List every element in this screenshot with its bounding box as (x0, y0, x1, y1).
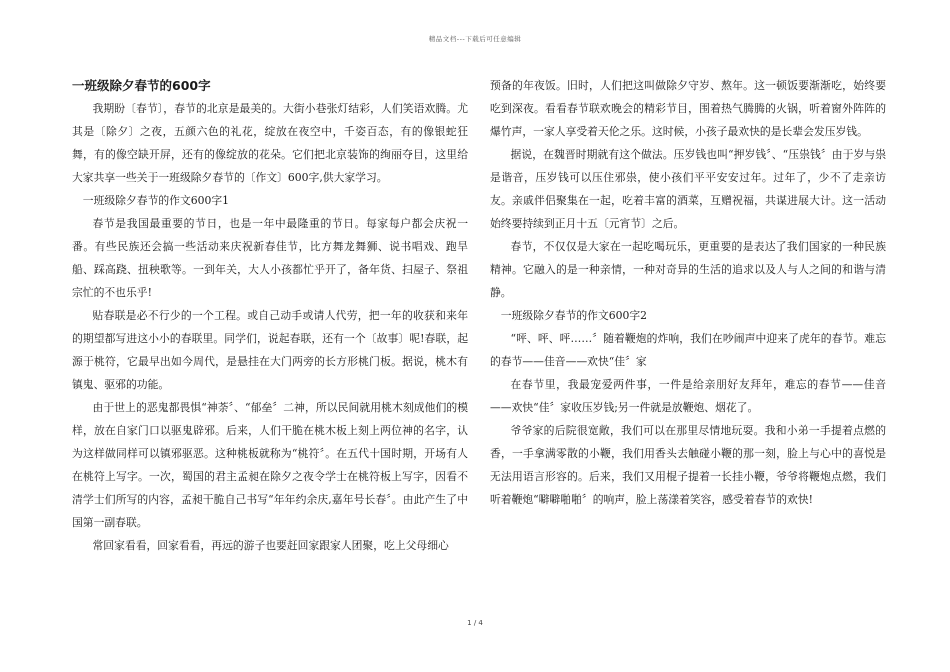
right-column (490, 74, 886, 511)
paragraph: 常回家看看，回家看看，再远的游子也要赶回家跟家人团聚，吃上父母细心 (92, 539, 449, 552)
paragraph: 在春节里，我最宠爱两件事，一件是给亲朋好友拜年，难忘的春节——佳音——欢快“佳〞家收压岁钱;另一件就是放鞭炮、烟花了。 (490, 378, 886, 414)
paragraph: 我期盼〔春节〕，春节的北京是最美的。大街小巷张灯结彩，人们笑语欢腾。尤其是〔除夕〕之夜，五颜六色的礼花，绽放在夜空中，千姿百态，有的像银蛇狂舞，有的像空缺开屏，还有的像绽放的花朵。它们把北京装饰的绚丽夺目，这里给大家共享一些关于一班级除夕春节的〔作文〕600字,供大家学习。 (72, 102, 468, 184)
paragraph: 贴春联是必不行少的一个工程。或自己动手或请人代劳，把一年的收获和来年的期望都写进这小小的春联里。同学们，说起春联，还有一个〔故事〕呢!春联，起源于桃符，它最早出如今周代，是悬挂在大门两旁的长方形桃门板。据说，桃木有镇鬼、驱邪的功能。 (72, 309, 468, 391)
paragraph-continued: 预备的年夜饭。旧时，人们把这叫做除夕守岁、熬年。这一顿饭要渐渐吃，始终要吃到深夜。看看春节联欢晚会的精彩节目，围着热气腾腾的火锅，听着窗外阵阵的爆竹声，一家人享受着天伦之乐。这时候，小孩子最欢快的是长辈会发压岁钱。 (490, 79, 886, 138)
paragraph: 由于世上的恶鬼都畏惧“神荼〞、“郁垒〞二神，所以民间就用桃木刻成他们的模样，放在自家门口以驱鬼辟邪。后来，人们干脆在桃木板上刻上两位神的名字，认为这样做同样可以镇邪驱恶。这种桃板就称为“桃符〞。在五代十国时期，开场有人在桃符上写字。一次，蜀国的君主孟昶在除夕之夜令学士在桃符板上写字，因看不清学士们所写的内容，孟昶干脆自己书写“年年约余庆,嘉年号长春〞。由此产生了中国第一副春联。 (72, 401, 468, 529)
section-heading: 一班级除夕春节的作文600字2 (500, 309, 648, 322)
left-column (72, 74, 468, 557)
section-heading: 一班级除夕春节的作文600字1 (82, 194, 230, 207)
paragraph: 据说，在魏晋时期就有这个做法。压岁钱也叫“押岁钱〞、“压祟钱〞由于岁与祟是谐音，压岁钱可以压住邪祟，使小孩们平平安安过年。过年了，少不了走亲访友。亲戚伴侣聚集在一起，吃着丰富的酒菜，互赠祝福，共谋进展大计。这一活动始终要持续到正月十五〔元宵节〕之后。 (490, 148, 886, 230)
paragraph: 爷爷家的后院很宽敞，我们可以在那里尽情地玩耍。我和小弟一手提着点燃的香，一手拿满零散的小鞭，我们用香头去触碰小鞭的那一刻，脸上与心中的喜悦是无法用语言形容的。后来，我们又用棍子提着一长挂小鞭，爷爷将鞭炮点燃，我们听着鞭炮“噼噼啪啪〞的响声，脸上荡漾着笑容，感受着春节的欢快! (490, 424, 886, 506)
page-header: 精品文档---下载后可任意编辑 (428, 35, 522, 43)
page-number: 1 / 4 (467, 619, 483, 627)
paragraph: “呯、呯、呯……〞随着鞭炮的炸响，我们在吵闹声中迎来了虎年的春节。难忘的春节——佳音——欢快“佳〞家 (490, 332, 886, 368)
document-title: 一班级除夕春节的600字 (72, 78, 211, 93)
paragraph: 春节是我国最重要的节日，也是一年中最隆重的节日。每家每户都会庆祝一番。有些民族还会搞一些活动来庆祝新春佳节，比方舞龙舞狮、说书唱戏、跑旱船、踩高跷、扭秧歌等。一到年关，大人小孩都忙乎开了，备年货、扫屋子、祭祖宗忙的不也乐乎! (72, 217, 468, 299)
paragraph: 春节，不仅仅是大家在一起吃喝玩乐，更重要的是表达了我们国家的一种民族精神。它融入的是一种亲情，一种对奇异的生活的追求以及人与人之间的和谐与清静。 (490, 240, 886, 299)
